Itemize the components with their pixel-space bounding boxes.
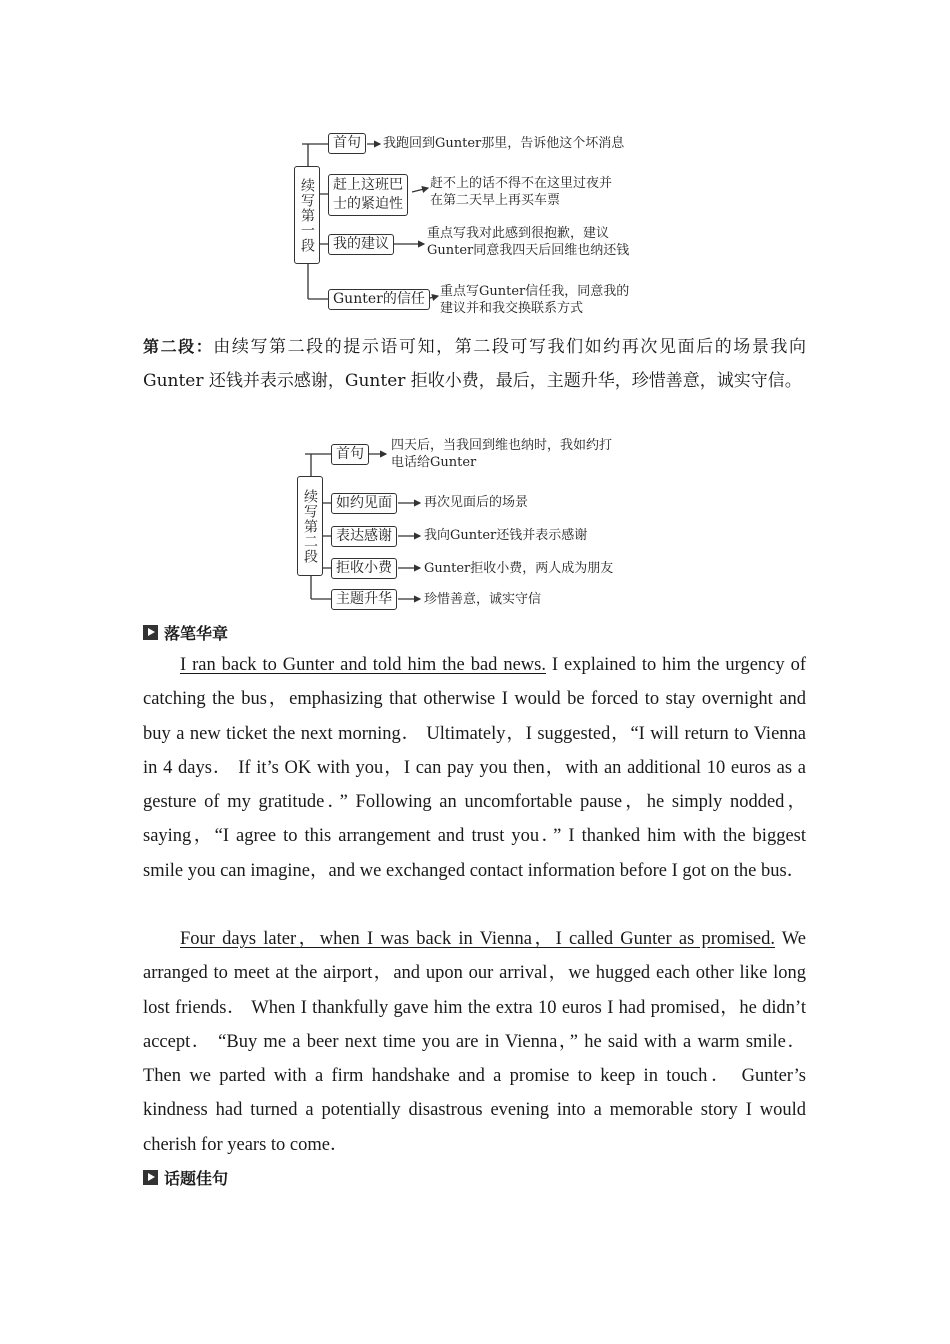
mind-map-2-desc-3: 我向Gunter还钱并表示感谢 [424, 528, 588, 543]
paragraph-2-label: 第二段： [143, 337, 214, 356]
essay-p1-first-sentence: I ran back to Gunter and told him the bad news. [180, 655, 546, 675]
mind-map-1-key-3: 我的建议 [328, 234, 394, 255]
mind-map-1-desc-2: 赶不上的话不得不在这里过夜并 在第二天早上再买车票 [430, 176, 613, 208]
paragraph-2-intro [143, 330, 806, 398]
mind-map-2-desc-1: 四天后，当我回到维也纳时，我如约打 电话给Gunter [391, 438, 613, 470]
section-heading-writing [143, 621, 228, 644]
essay-p1-body: I explained to him the urgency of catching the bus，emphasizing that otherwise I would be forced to stay overnight and buy a new ticket the next morning． Ultimately，I suggested，“I will return to Vienna in 4 days． If it’s OK with you，I can pay you then，with an additional 10 euros as a gesture of my gratitude．” Following an uncomfortable pause，he simply nodded，saying，“I agree to this arrangement and trust you．” I thanked him with the biggest smile you can imagine，and we exchanged contact information before I got on the bus． [143, 655, 806, 881]
mind-map-paragraph-2 [293, 436, 693, 616]
mind-map-2-key-3: 表达感谢 [331, 526, 397, 547]
mind-map-1-desc-1: 我跑回到Gunter那里，告诉他这个坏消息 [383, 136, 625, 151]
essay-paragraph-1 [143, 648, 806, 888]
paragraph-2-intro-text: 由续写第二段的提示语可知，第二段可写我们如约再次见面后的场景我向 Gunter 还钱并表示感谢，Gunter 拒收小费，最后，主题升华，珍惜善意，诚实守信。 [143, 337, 806, 391]
play-triangle-icon [143, 1170, 158, 1185]
mind-map-1-root: 续写第一段 [294, 166, 320, 264]
section-heading-phrases-title: 话题佳句 [164, 1169, 229, 1188]
mind-map-2-desc-5: 珍惜善意，诚实守信 [424, 592, 542, 607]
mind-map-2-desc-4: Gunter拒收小费，两人成为朋友 [424, 561, 614, 576]
mind-map-1-desc-3: 重点写我对此感到很抱歉，建议 Gunter同意我四天后回维也纳还钱 [427, 226, 630, 258]
essay-paragraph-2 [143, 922, 806, 1162]
mind-map-2-key-4: 拒收小费 [331, 558, 397, 579]
mind-map-1-key-1: 首句 [328, 133, 366, 154]
essay-p2-body: We arranged to meet at the airport，and upon our arrival，we hugged each other like long lost friends． When I thankfully gave him the extra 10 euros I had promised，he didn’t accept． “Buy me a beer next time you are in Vienna，” he said with a warm smile． Then we parted with a firm handshake and a promise to keep in touch． Gunter’s kindness had turned a potentially disastrous evening into a memorable story I would cherish for years to come． [143, 929, 806, 1155]
mind-map-paragraph-1 [290, 128, 690, 320]
section-heading-phrases [143, 1166, 228, 1189]
mind-map-1-desc-4: 重点写Gunter信任我，同意我的 建议并和我交换联系方式 [440, 284, 630, 316]
mind-map-2-root: 续写第二段 [297, 476, 323, 576]
mind-map-1-key-4: Gunter的信任 [328, 289, 430, 310]
mind-map-1-key-2: 赶上这班巴 士的紧迫性 [328, 174, 408, 216]
mind-map-2-key-1: 首句 [331, 444, 369, 465]
mind-map-2-desc-2: 再次见面后的场景 [424, 495, 529, 510]
play-triangle-icon [143, 625, 158, 640]
section-heading-writing-title: 落笔华章 [164, 624, 229, 643]
essay-p2-first-sentence: Four days later，when I was back in Vienna，I called Gunter as promised. [180, 929, 775, 949]
mind-map-2-key-5: 主题升华 [331, 589, 397, 610]
mind-map-2-key-2: 如约见面 [331, 493, 397, 514]
